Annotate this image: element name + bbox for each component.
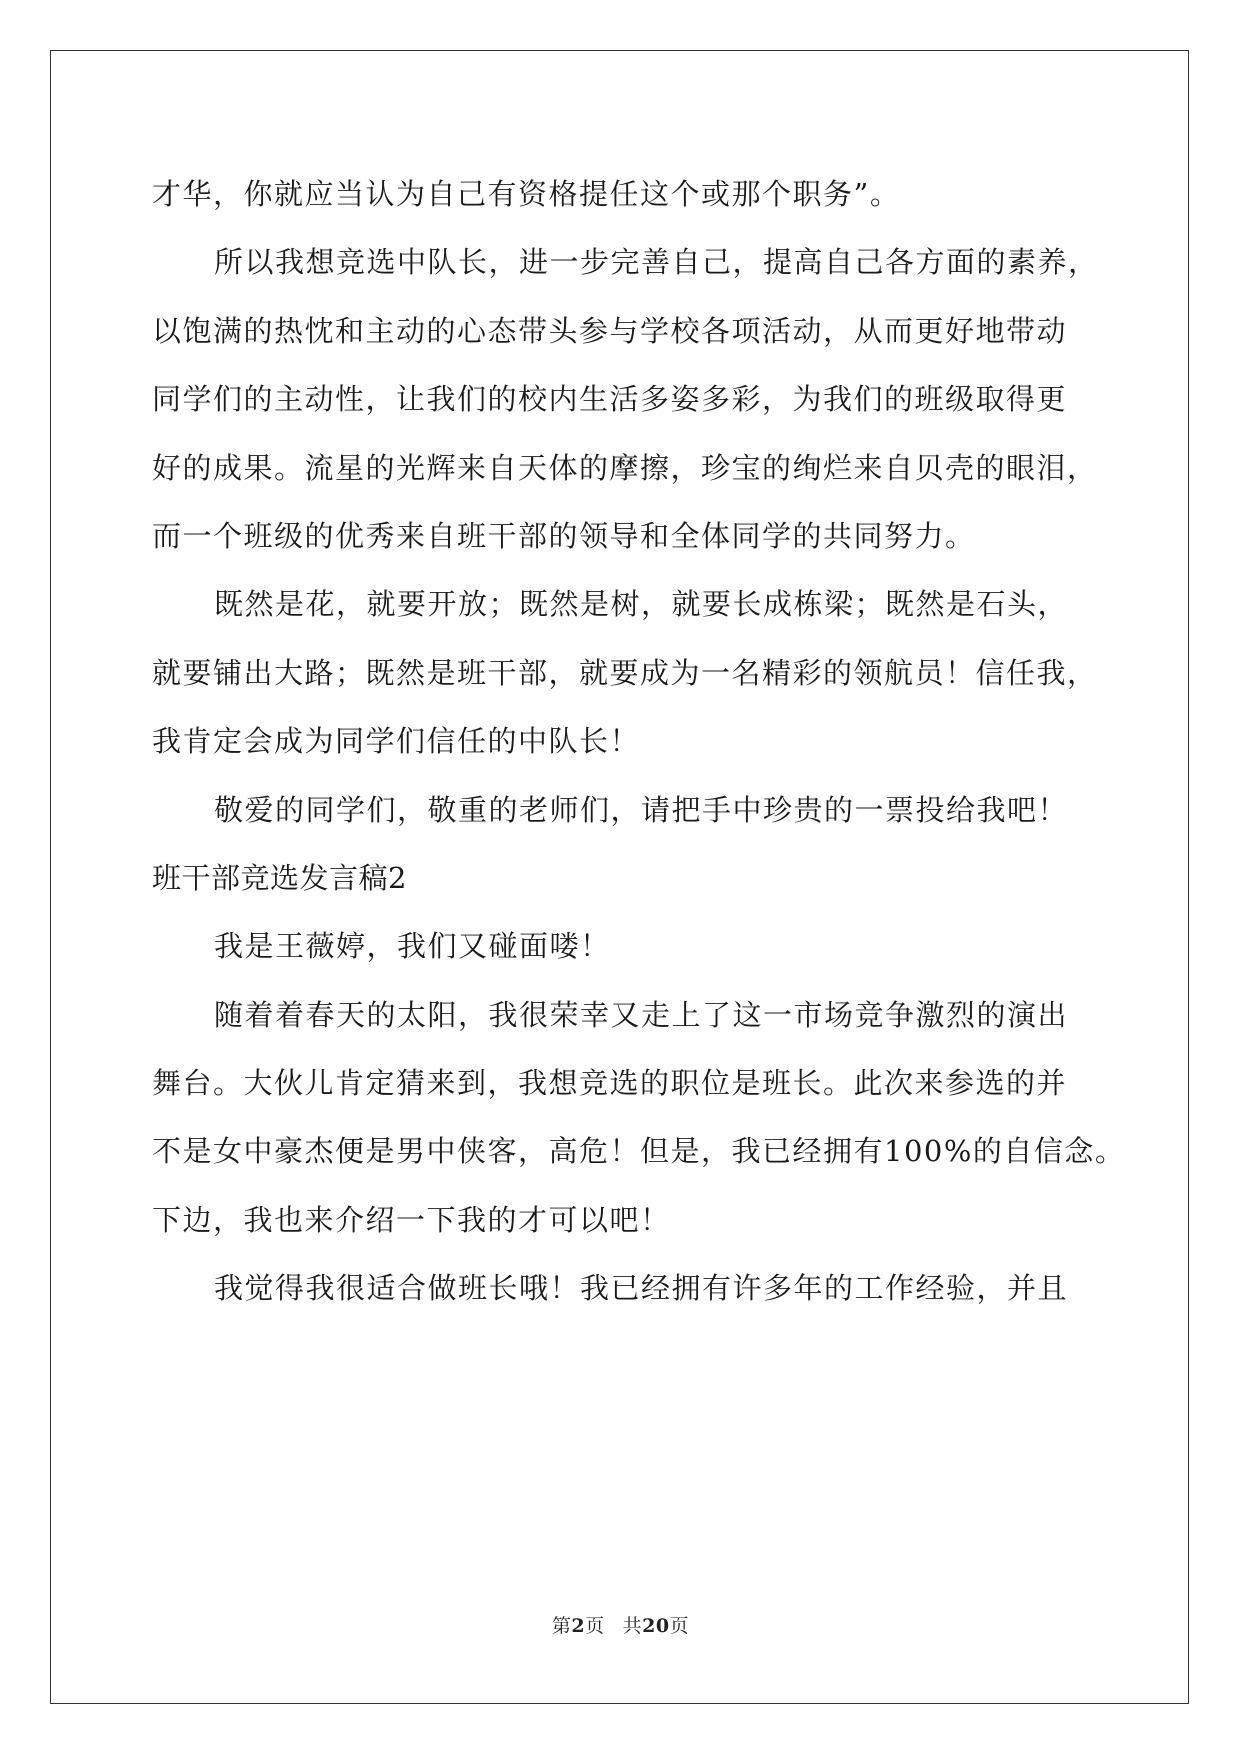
text-line: 同学们的主动性，让我们的校内生活多姿多彩，为我们的班级取得更 — [152, 382, 1068, 417]
text-line: 舞台。大伙儿肯定猜来到，我想竞选的职位是班长。此次来参选的并 — [152, 1066, 1068, 1101]
text-line: 才华，你就应当认为自己有资格提任这个或那个职务”。 — [152, 177, 901, 211]
total-prefix: 共 — [622, 1615, 643, 1637]
text-line: 既然是花，就要开放；既然是树，就要长成栋梁；既然是石头， — [214, 587, 1069, 622]
section-heading: 班干部竞选发言稿2 — [152, 860, 407, 895]
text-line: 随着着春天的太阳，我很荣幸又走上了这一市场竞争激烈的演出 — [214, 997, 1069, 1032]
text-line: 不是女中豪杰便是男中侠客，高危！但是，我已经拥有100%的自信念。 — [152, 1134, 1126, 1169]
text-line: 我肯定会成为同学们信任的中队长！ — [152, 724, 641, 759]
text-line: 我是王薇婷，我们又碰面喽！ — [214, 929, 611, 964]
page-prefix: 第 — [551, 1615, 572, 1637]
total-pages: 20 — [642, 1615, 670, 1637]
text-line: 所以我想竞选中队长，进一步完善自己，提高自己各方面的素养， — [214, 245, 1099, 280]
document-body — [152, 160, 1126, 1323]
text-line: 而一个班级的优秀来自班干部的领导和全体同学的共同努力。 — [152, 518, 976, 553]
page-suffix: 页 — [585, 1615, 605, 1637]
total-suffix: 页 — [669, 1615, 690, 1637]
page-footer — [0, 1611, 1241, 1638]
text-line: 我觉得我很适合做班长哦！我已经拥有许多年的工作经验，并且 — [214, 1271, 1069, 1306]
text-line: 敬爱的同学们，敬重的老师们，请把手中珍贵的一票投给我吧！ — [214, 792, 1069, 827]
text-line: 以饱满的热忱和主动的心态带头参与学校各项活动，从而更好地带动 — [152, 313, 1068, 348]
text-line: 就要铺出大路；既然是班干部，就要成为一名精彩的领航员！信任我， — [152, 655, 1098, 690]
text-line: 下边，我也来介绍一下我的才可以吧！ — [152, 1202, 671, 1237]
page-number: 2 — [571, 1615, 586, 1637]
text-line: 好的成果。流星的光辉来自天体的摩擦，珍宝的绚烂来自贝壳的眼泪， — [152, 450, 1098, 485]
